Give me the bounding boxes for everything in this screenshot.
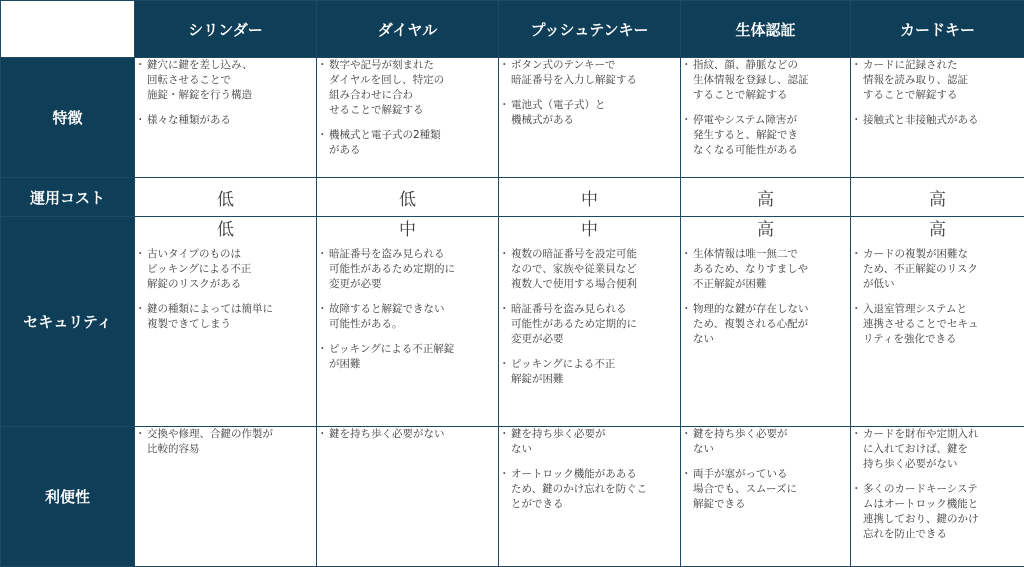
- security-bullet-item: [499, 302, 680, 347]
- convenience-bullet-text: 鍵を持ち歩く必要が ない: [511, 428, 606, 455]
- features-bullet-item: [681, 58, 850, 103]
- features-bullet-item: [499, 98, 680, 128]
- convenience-bullet-text: 多くのカードキーシステ ムはオートロック機能と 連携しており、鍵のかけ 忘れを防止できる: [863, 483, 979, 540]
- security-level: 高: [851, 219, 1024, 241]
- features-bullet-item: [851, 58, 1024, 103]
- security-bullet-item: [851, 302, 1024, 347]
- convenience-bullet-item: [851, 427, 1024, 472]
- security-cell: [681, 217, 851, 427]
- features-bullet-item: [499, 58, 680, 88]
- security-cell: [499, 217, 681, 427]
- security-bullet-item: [499, 357, 680, 387]
- bullet-marker: ・: [681, 467, 693, 482]
- cost-level: 高: [851, 178, 1024, 217]
- convenience-cell: [681, 427, 851, 567]
- security-bullet-item: [317, 247, 498, 292]
- row-cost: [1, 178, 1024, 217]
- bullet-marker: ・: [499, 427, 511, 442]
- features-bullet-item: [851, 113, 1024, 128]
- cost-level: 中: [499, 178, 681, 217]
- security-bullet-item: [681, 302, 850, 347]
- security-bullet-text: ピッキングによる不正解錠 が困難: [329, 343, 454, 370]
- row-header-security: セキュリティ: [1, 217, 135, 427]
- bullet-marker: ・: [499, 247, 511, 262]
- security-cell: [851, 217, 1024, 427]
- features-bullet-text: 電池式（電子式）と 機械式がある: [511, 99, 606, 126]
- bullet-marker: ・: [851, 482, 863, 497]
- row-header-cost: 運用コスト: [1, 178, 135, 217]
- bullet-marker: ・: [135, 58, 147, 73]
- bullet-marker: ・: [499, 58, 511, 73]
- features-bullet-item: [681, 113, 850, 158]
- features-bullet-item: [317, 58, 498, 118]
- bullet-marker: ・: [499, 98, 511, 113]
- column-header-card-key: カードキー: [851, 1, 1024, 58]
- bullet-marker: ・: [681, 113, 693, 128]
- cost-level: 低: [135, 178, 317, 217]
- bullet-marker: ・: [135, 113, 147, 128]
- bullet-marker: ・: [681, 302, 693, 317]
- security-bullet-text: 暗証番号を盗み見られる 可能性があるため定期的に 変更が必要: [511, 303, 637, 345]
- features-cell: [317, 58, 499, 178]
- bullet-marker: ・: [317, 58, 329, 73]
- corner-cell: [1, 1, 135, 58]
- security-bullet-text: 複数の暗証番号を設定可能 なので、家族や従業員など 複数人で使用する場合便利: [511, 248, 637, 290]
- convenience-bullet-text: 鍵を持ち歩く必要が ない: [693, 428, 788, 455]
- row-features: [1, 58, 1024, 178]
- column-header-push-keypad: プッシュテンキー: [499, 1, 681, 58]
- row-convenience: [1, 427, 1024, 567]
- bullet-marker: ・: [317, 302, 329, 317]
- security-cell: [135, 217, 317, 427]
- bullet-marker: ・: [317, 342, 329, 357]
- bullet-marker: ・: [499, 302, 511, 317]
- features-bullet-text: 数字や記号が刻まれた ダイヤルを回し、特定の 組み合わせに合わ せることで解錠する: [329, 59, 444, 116]
- convenience-bullet-text: 両手が塞がっている 場合でも、スムーズに 解錠できる: [693, 468, 797, 510]
- security-cell: [317, 217, 499, 427]
- convenience-bullet-item: [681, 467, 850, 512]
- bullet-marker: ・: [317, 128, 329, 143]
- bullet-marker: ・: [135, 302, 147, 317]
- security-bullet-item: [135, 247, 316, 292]
- cost-level: 高: [681, 178, 851, 217]
- bullet-marker: ・: [499, 467, 511, 482]
- security-bullet-text: 古いタイプのものは ピッキングによる不正 解錠のリスクがある: [147, 248, 251, 290]
- convenience-bullet-item: [135, 427, 316, 457]
- convenience-bullet-item: [317, 427, 498, 442]
- features-cell: [135, 58, 317, 178]
- features-bullet-text: 指紋、顔、静脈などの 生体情報を登録し、認証 することで解錠する: [693, 59, 809, 101]
- security-level: 高: [681, 219, 850, 241]
- row-security: [1, 217, 1024, 427]
- bullet-marker: ・: [681, 427, 693, 442]
- features-bullet-text: 鍵穴に鍵を差し込み、 回転させることで 施錠・解錠を行う構造: [147, 59, 253, 101]
- bullet-marker: ・: [851, 427, 863, 442]
- bullet-marker: ・: [499, 357, 511, 372]
- features-bullet-text: 接触式と非接触式がある: [863, 114, 979, 126]
- security-bullet-text: ピッキングによる不正 解錠が困難: [511, 358, 615, 385]
- security-bullet-item: [135, 302, 316, 332]
- features-cell: [851, 58, 1024, 178]
- security-bullet-text: 入退室管理システムと 連携させることでセキュ リティを強化できる: [863, 303, 979, 345]
- security-bullet-text: 故障すると解錠できない 可能性がある。: [329, 303, 445, 330]
- bullet-marker: ・: [681, 58, 693, 73]
- features-bullet-text: ボタン式のテンキーで 暗証番号を入力し解錠する: [511, 59, 637, 86]
- convenience-cell: [851, 427, 1024, 567]
- bullet-marker: ・: [851, 302, 863, 317]
- security-bullet-item: [499, 247, 680, 292]
- security-level: 中: [317, 219, 498, 241]
- convenience-cell: [499, 427, 681, 567]
- bullet-marker: ・: [317, 247, 329, 262]
- features-bullet-text: 機械式と電子式の2種類 がある: [329, 129, 441, 156]
- security-bullet-item: [681, 247, 850, 292]
- bullet-marker: ・: [851, 113, 863, 128]
- features-cell: [499, 58, 681, 178]
- security-bullet-text: 鍵の種類によっては簡単に 複製できてしまう: [147, 303, 273, 330]
- features-cell: [681, 58, 851, 178]
- convenience-bullet-item: [499, 467, 680, 512]
- features-bullet-item: [317, 128, 498, 158]
- convenience-bullet-item: [681, 427, 850, 457]
- security-bullet-item: [317, 342, 498, 372]
- bullet-marker: ・: [681, 247, 693, 262]
- features-bullet-text: 様々な種類がある: [147, 114, 231, 126]
- security-bullet-text: 物理的な鍵が存在しない ため、複製される心配が ない: [693, 303, 809, 345]
- convenience-bullet-text: 交換や修理、合鍵の作製が 比較的容易: [147, 428, 273, 455]
- bullet-marker: ・: [135, 247, 147, 262]
- column-header-cylinder: シリンダー: [135, 1, 317, 58]
- security-bullet-text: 生体情報は唯一無二で あるため、なりすましや 不正解錠が困難: [693, 248, 808, 290]
- cost-level: 低: [317, 178, 499, 217]
- row-header-features: 特徴: [1, 58, 135, 178]
- security-bullet-text: カードの複製が困難な ため、不正解錠のリスク が低い: [863, 248, 978, 290]
- bullet-marker: ・: [851, 58, 863, 73]
- column-header-biometric: 生体認証: [681, 1, 851, 58]
- convenience-bullet-item: [499, 427, 680, 457]
- features-bullet-item: [135, 58, 316, 103]
- convenience-bullet-text: オートロック機能があある ため、鍵のかけ忘れを防ぐこ とができる: [511, 468, 647, 510]
- security-level: 中: [499, 219, 680, 241]
- row-header-convenience: 利便性: [1, 427, 135, 567]
- header-row: [1, 1, 1024, 58]
- convenience-bullet-item: [851, 482, 1024, 542]
- convenience-cell: [135, 427, 317, 567]
- security-bullet-item: [851, 247, 1024, 292]
- bullet-marker: ・: [317, 427, 329, 442]
- features-bullet-item: [135, 113, 316, 128]
- bullet-marker: ・: [135, 427, 147, 442]
- security-bullet-item: [317, 302, 498, 332]
- convenience-cell: [317, 427, 499, 567]
- convenience-bullet-text: 鍵を持ち歩く必要がない: [329, 428, 445, 440]
- column-header-dial: ダイヤル: [317, 1, 499, 58]
- security-bullet-text: 暗証番号を盗み見られる 可能性があるため定期的に 変更が必要: [329, 248, 455, 290]
- features-bullet-text: 停電やシステム障害が 発生すると、解錠でき なくなる可能性がある: [693, 114, 798, 156]
- convenience-bullet-text: カードを財布や定期入れ に入れておけば、鍵を 持ち歩く必要がない: [863, 428, 979, 470]
- bullet-marker: ・: [851, 247, 863, 262]
- security-level: 低: [135, 219, 316, 241]
- features-bullet-text: カードに記録された 情報を読み取り、認証 することで解錠する: [863, 59, 968, 101]
